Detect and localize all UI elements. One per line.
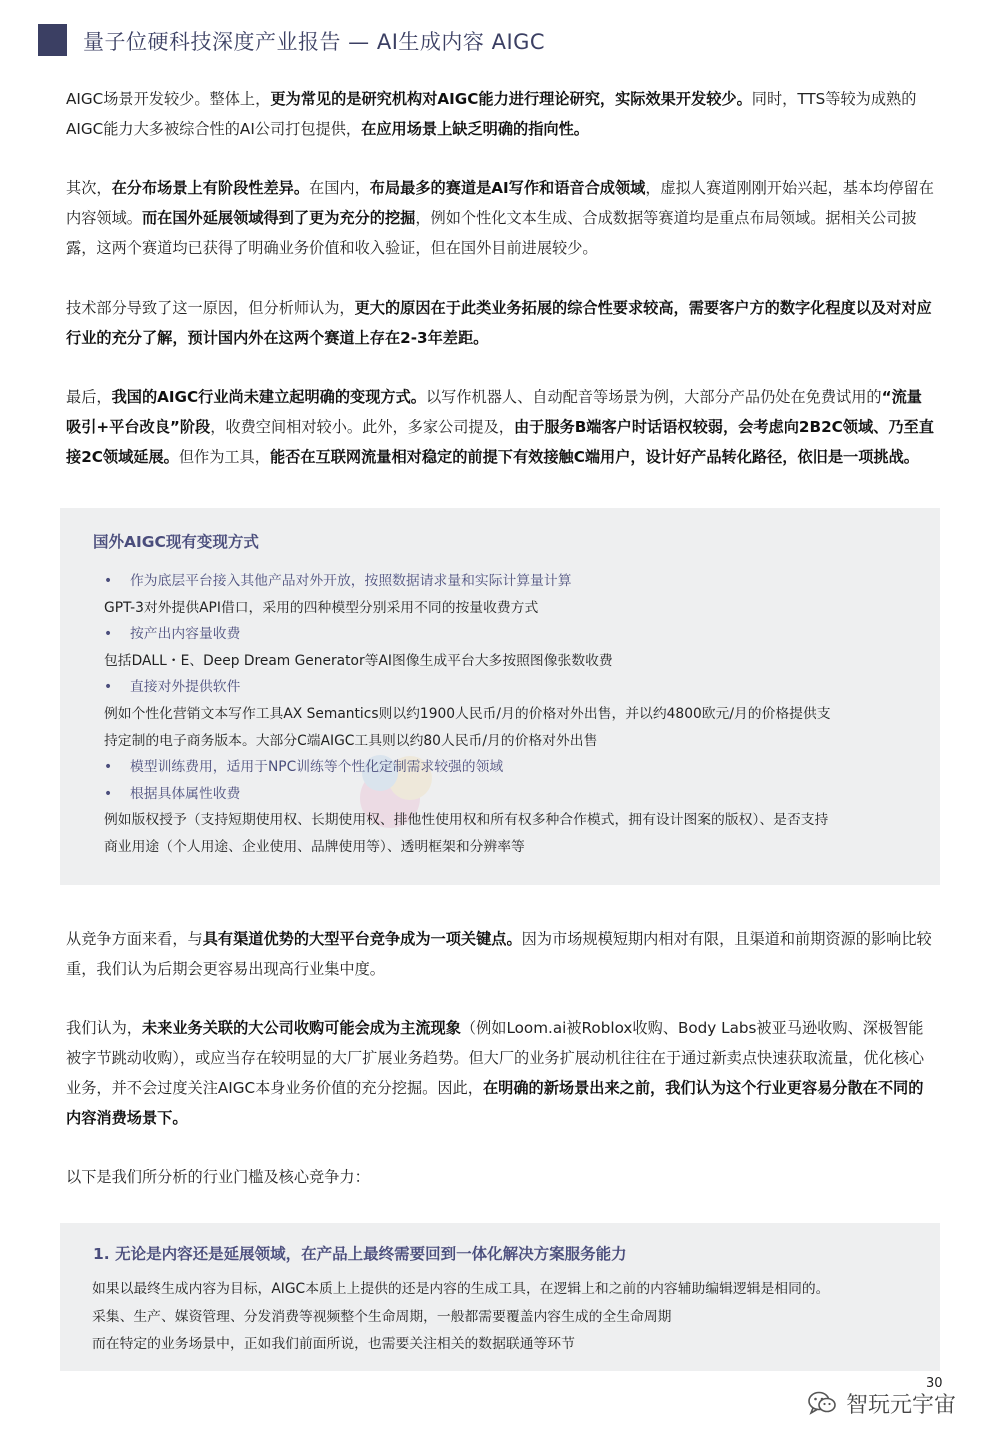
- emphasis-text: 能否在互联网流量相对稳定的前提下有效接触C端用户，设计好产品转化路径，依旧是一项挑战。: [269, 448, 919, 466]
- line-text: 包括DALL・E、Deep Dream Generator等AI图像生成平台大多按照图像张数收费: [104, 652, 613, 669]
- paragraph-6: [66, 1013, 936, 1133]
- body-text: 因为市场规模短期内相对有限，且渠道和前期资源的影响比较重，我们认为后期会更容易出现高行业集中度。: [66, 930, 932, 978]
- paragraph-2: [66, 173, 936, 263]
- body-text: 从竞争方面来看，与: [66, 930, 203, 948]
- emphasis-text: 而在国外延展领域得到了更为充分的挖掘: [141, 209, 416, 227]
- bullet-detail: [104, 596, 538, 616]
- paragraph-4: [66, 382, 936, 472]
- bullet-detail: [104, 702, 831, 722]
- emphasis-text: 布局最多的赛道是AI写作和语音合成领域: [369, 179, 646, 197]
- wechat-attribution: [808, 1386, 956, 1420]
- line-text: 根据具体属性收费: [130, 785, 241, 802]
- body-text: 我们认为，: [66, 1019, 142, 1037]
- line-text: 商业用途（个人用途、企业使用、品牌使用等）、透明框架和分辨率等: [104, 839, 525, 855]
- box-title: 国外AIGC现有变现方式: [93, 533, 259, 551]
- body-text: 在国内，: [309, 179, 370, 197]
- emphasis-text: 具有渠道优势的大型平台竞争成为一项关键点。: [202, 930, 522, 948]
- emphasis-text: 在分布场景上有阶段性差异。: [111, 179, 309, 197]
- body-text: 技术部分导致了这一原因，但分析师认为，: [66, 299, 355, 317]
- body-text: 最后，: [66, 388, 112, 406]
- bullet-detail: [104, 808, 828, 828]
- body-text: 同时，TTS等较为成熟的AIGC能力大多被综合性的AI公司打包提供，: [66, 90, 917, 138]
- header-accent-block: [38, 24, 67, 56]
- box2-line: 而在特定的业务场景中，正如我们前面所说，也需要关注相关的数据联通等环节: [92, 1336, 575, 1352]
- line-text: 作为底层平台接入其他产品对外开放，按照数据请求量和实际计算量计算: [130, 573, 572, 589]
- page-number: 30: [926, 1376, 943, 1391]
- header-title: 量子位硬科技深度产业报告 — AI生成内容 AIGC: [83, 30, 546, 54]
- paragraph-7: [66, 1162, 936, 1192]
- paragraph-5: [66, 924, 936, 984]
- body-text: 但作为工具，: [178, 448, 270, 466]
- monetization-box: [60, 508, 940, 885]
- line-text: 持定制的电子商务版本。大部分C端AIGC工具则以约80人民币/月的价格对外出售: [104, 732, 598, 749]
- paragraph-1: [66, 84, 936, 144]
- bullet-icon: •: [104, 626, 113, 643]
- bullet-icon: •: [104, 785, 113, 802]
- bullet-icon: •: [104, 759, 113, 776]
- wechat-icon: [808, 1390, 836, 1416]
- body-text: ，收费空间相对较小。此外，多家公司提及，: [210, 418, 514, 436]
- capability-box: [60, 1223, 940, 1371]
- emphasis-text: 更大的原因在于此类业务拓展的综合性要求较高，需要客户方的数字化程度以及对对应行业的充分了解，预计国内外在这两个赛道上存在2-3年差距。: [66, 299, 932, 347]
- box2-title: 1. 无论是内容还是延展领域，在产品上最终需要回到一体化解决方案服务能力: [93, 1245, 627, 1263]
- wechat-account-name: 智玩元宇宙: [846, 1392, 957, 1418]
- box2-line: 采集、生产、媒资管理、分发消费等视频整个生命周期，一般都需要覆盖内容生成的全生命周期: [92, 1309, 672, 1325]
- emphasis-text: 更为常见的是研究机构对AIGC能力进行理论研究，实际效果开发较少。: [270, 90, 752, 108]
- bullet-icon: •: [104, 679, 113, 696]
- emphasis-text: 未来业务关联的大公司收购可能会成为主流现象: [141, 1019, 461, 1037]
- line-text: 例如个性化营销文本写作工具AX Semantics则以约1900人民币/月的价格对外出售，并以约4800欧元/月的价格提供支: [104, 706, 831, 722]
- body-text: ，虚拟人赛道刚刚开始兴起，基本均停留在内容领域。: [66, 179, 934, 227]
- body-text: （例如Loom.ai被Roblox收购、Body Labs被亚马逊收购、深极智能被字节跳动收购），或应当存在较明显的大厂扩展业务趋势。但大厂的业务扩展动机往往在于通过新卖点快速获取流量，优化核心业务，并不会过度关注AIGC本身业务价值的充分挖掘。因此，: [66, 1019, 925, 1097]
- bullet-icon: •: [104, 573, 113, 589]
- bullet-detail: [104, 729, 597, 749]
- emphasis-text: “流量吸引+平台改良”阶段: [66, 388, 922, 436]
- body-text: 以写作机器人、自动配音等场景为例，大部分产品仍处在免费试用的: [425, 388, 882, 406]
- bullet-detail: [104, 835, 525, 855]
- emphasis-text: 在应用场景上缺乏明确的指向性。: [361, 120, 589, 138]
- bullet-item: [104, 622, 240, 642]
- emphasis-text: 我国的AIGC行业尚未建立起明确的变现方式。: [111, 388, 426, 406]
- body-text: 其次，: [66, 179, 112, 197]
- body-text: ，例如个性化文本生成、合成数据等赛道均是重点布局领域。据相关公司披露，这两个赛道均已获得了明确业务价值和收入验证，但在国外目前进展较少。: [66, 209, 917, 257]
- paragraph-3: [66, 293, 936, 353]
- box2-line: 如果以最终生成内容为目标，AIGC本质上上提供的还是内容的生成工具，在逻辑上和之前的内容辅助编辑逻辑是相同的。: [92, 1281, 830, 1297]
- bullet-item: [104, 675, 240, 695]
- body-text: AIGC场景开发较少。整体上，: [66, 90, 271, 108]
- bullet-item: [104, 782, 240, 802]
- line-text: 直接对外提供软件: [130, 679, 241, 696]
- line-text: GPT-3对外提供API借口，采用的四种模型分别采用不同的按量收费方式: [104, 599, 539, 616]
- line-text: 模型训练费用，适用于NPC训练等个性化定制需求较强的领域: [130, 759, 504, 776]
- line-text: 例如版权授予（支持短期使用权、长期使用权、排他性使用权和所有权多种合作模式，拥有设计图案的版权）、是否支持: [104, 812, 829, 829]
- emphasis-text: 在明确的新场景出来之前，我们认为这个行业更容易分散在不同的内容消费场景下。: [66, 1079, 924, 1127]
- bullet-item: [104, 755, 503, 775]
- bullet-detail: [104, 649, 613, 669]
- bullet-item: [104, 569, 572, 589]
- body-text: 以下是我们所分析的行业门槛及核心竞争力：: [66, 1168, 370, 1186]
- emphasis-text: 由于服务B端客户时话语权较弱，会考虑向2B2C领域、乃至直接2C领域延展。: [66, 418, 934, 466]
- line-text: 按产出内容量收费: [130, 626, 241, 643]
